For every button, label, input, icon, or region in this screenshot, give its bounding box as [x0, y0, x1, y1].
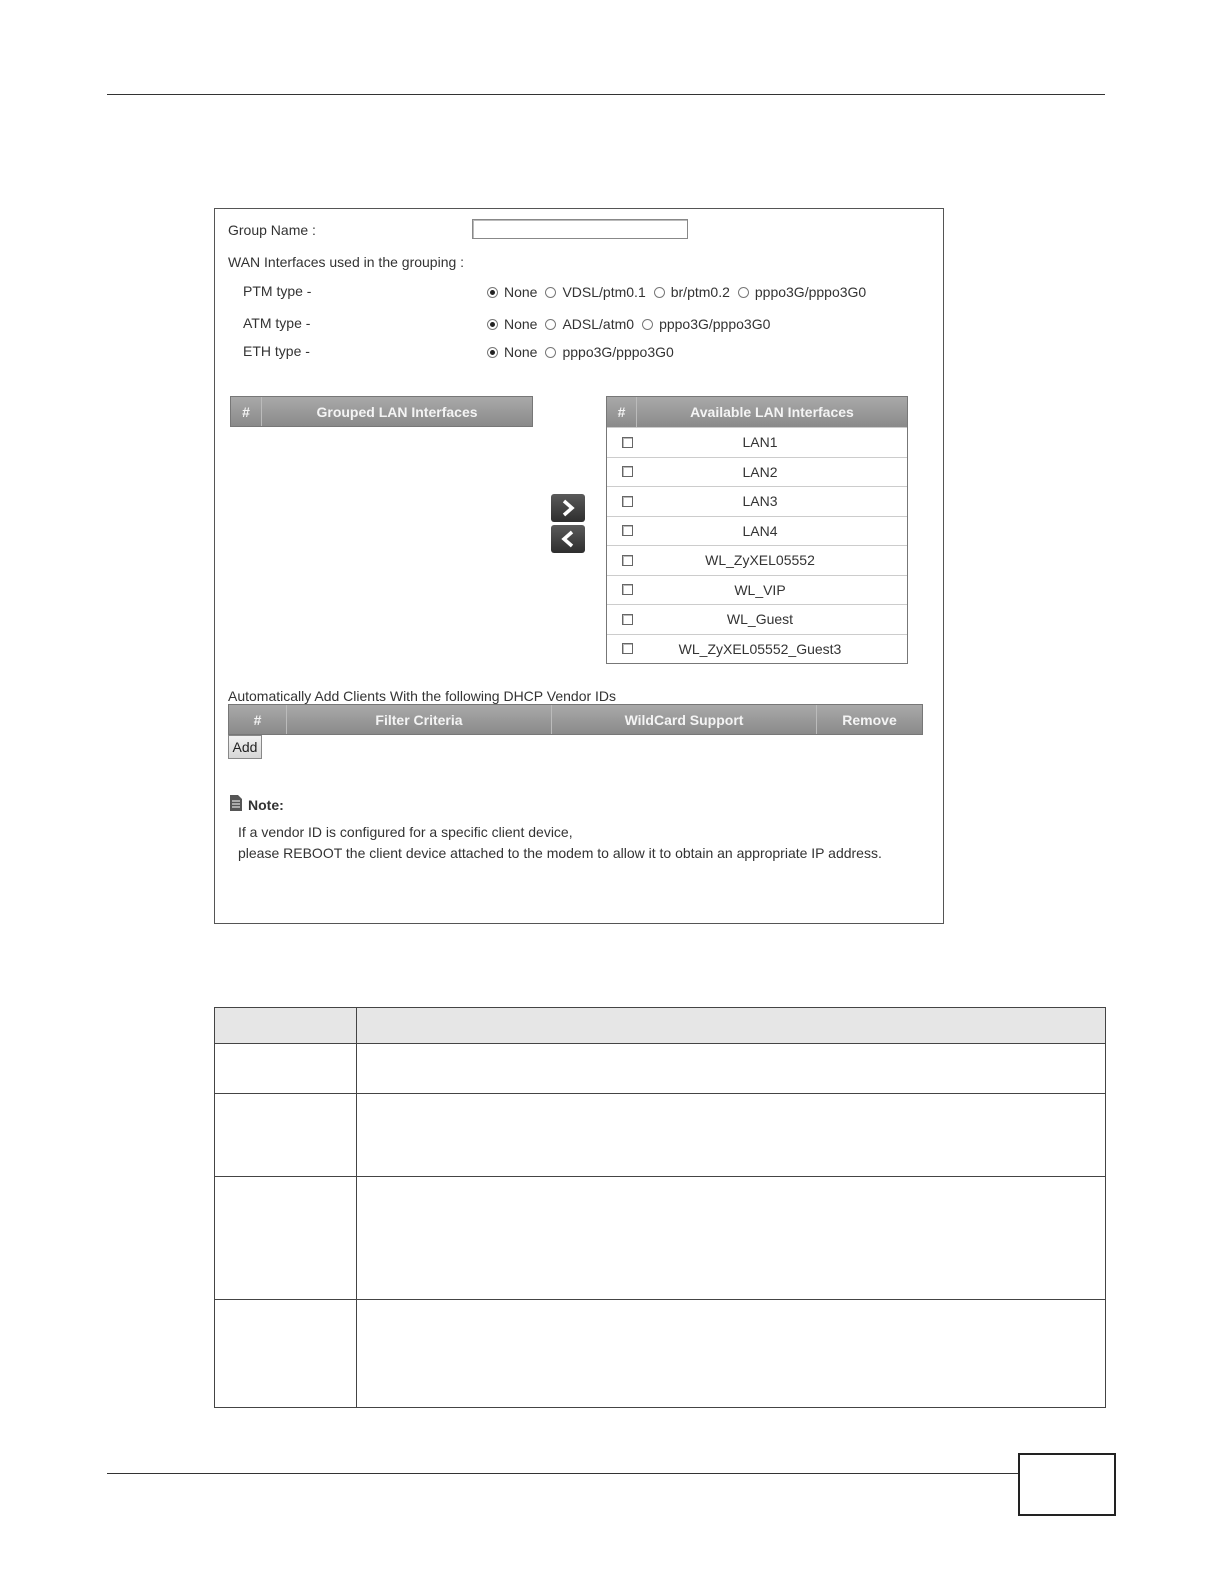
available-lan-table — [606, 396, 908, 664]
atm-type-label: ATM type - — [243, 315, 311, 331]
ptm-option-br[interactable]: br/ptm0.2 — [654, 284, 730, 300]
list-item: WL_ZyXEL05552 — [607, 545, 907, 575]
dhcp-col-wildcard: WildCard Support — [552, 705, 817, 734]
note-icon — [230, 795, 242, 811]
move-right-button[interactable] — [551, 494, 585, 522]
checkbox[interactable] — [622, 584, 633, 595]
group-name-input[interactable] — [472, 219, 688, 239]
move-left-button[interactable] — [551, 525, 585, 553]
radio-selected-icon[interactable] — [487, 319, 498, 330]
table-row — [215, 1043, 1105, 1044]
available-lan-header — [607, 397, 907, 427]
eth-option-none[interactable]: None — [487, 344, 537, 360]
atm-type-options — [487, 316, 778, 332]
atm-option-pppo3g[interactable]: pppo3G/pppo3G0 — [642, 316, 770, 332]
table-column-divider — [356, 1008, 357, 1407]
dhcp-vendor-header — [228, 704, 923, 735]
radio-icon[interactable] — [545, 319, 556, 330]
table-row — [215, 1299, 1105, 1300]
eth-option-pppo3g[interactable]: pppo3G/pppo3G0 — [545, 344, 673, 360]
chevron-left-icon — [561, 530, 575, 548]
radio-icon[interactable] — [545, 287, 556, 298]
ptm-type-label: PTM type - — [243, 283, 312, 299]
atm-option-adsl[interactable]: ADSL/atm0 — [545, 316, 634, 332]
available-col-index: # — [607, 397, 637, 427]
checkbox[interactable] — [622, 555, 633, 566]
atm-option-none[interactable]: None — [487, 316, 537, 332]
ptm-option-vdsl[interactable]: VDSL/ptm0.1 — [545, 284, 645, 300]
radio-icon[interactable] — [738, 287, 749, 298]
list-item: WL_VIP — [607, 575, 907, 605]
footer-rule — [107, 1473, 1019, 1474]
list-item: LAN2 — [607, 457, 907, 487]
note-line-1: If a vendor ID is configured for a specific client device, — [238, 824, 573, 840]
dhcp-col-remove: Remove — [842, 711, 897, 728]
list-item: WL_ZyXEL05552_Guest3 — [607, 634, 907, 664]
available-col-name: Available LAN Interfaces — [690, 404, 854, 420]
grouped-col-index: # — [231, 397, 262, 426]
description-table — [214, 1007, 1106, 1408]
header-rule — [107, 94, 1105, 95]
checkbox[interactable] — [622, 437, 633, 448]
radio-selected-icon[interactable] — [487, 287, 498, 298]
checkbox[interactable] — [622, 643, 633, 654]
radio-icon[interactable] — [545, 347, 556, 358]
eth-type-label: ETH type - — [243, 343, 310, 359]
page-number-box — [1018, 1453, 1116, 1516]
grouped-col-name: Grouped LAN Interfaces — [316, 403, 478, 420]
list-item: WL_Guest — [607, 604, 907, 634]
chevron-right-icon — [561, 499, 575, 517]
radio-icon[interactable] — [642, 319, 653, 330]
table-row — [215, 1093, 1105, 1094]
group-name-label: Group Name : — [228, 222, 316, 238]
dhcp-col-index: # — [229, 705, 287, 734]
radio-icon[interactable] — [654, 287, 665, 298]
table-row — [215, 1176, 1105, 1177]
table-header-row — [215, 1008, 1105, 1043]
ptm-option-pppo3g[interactable]: pppo3G/pppo3G0 — [738, 284, 866, 300]
eth-type-options — [487, 344, 682, 360]
note-line-2: please REBOOT the client device attached to the modem to allow it to obtain an appropriate IP address. — [238, 845, 882, 861]
list-item: LAN1 — [607, 427, 907, 457]
interface-grouping-screen — [214, 208, 944, 924]
note-title: Note: — [248, 797, 284, 813]
dhcp-col-filter: Filter Criteria — [287, 705, 552, 734]
dhcp-vendor-heading: Automatically Add Clients With the following DHCP Vendor IDs — [228, 688, 617, 704]
list-item: LAN3 — [607, 486, 907, 516]
checkbox[interactable] — [622, 525, 633, 536]
add-button[interactable]: Add — [228, 735, 262, 759]
radio-selected-icon[interactable] — [487, 347, 498, 358]
ptm-type-options — [487, 284, 874, 300]
wan-interfaces-heading: WAN Interfaces used in the grouping : — [228, 254, 465, 270]
checkbox[interactable] — [622, 466, 633, 477]
checkbox[interactable] — [622, 496, 633, 507]
ptm-option-none[interactable]: None — [487, 284, 537, 300]
checkbox[interactable] — [622, 614, 633, 625]
grouped-lan-header — [230, 396, 533, 427]
list-item: LAN4 — [607, 516, 907, 546]
